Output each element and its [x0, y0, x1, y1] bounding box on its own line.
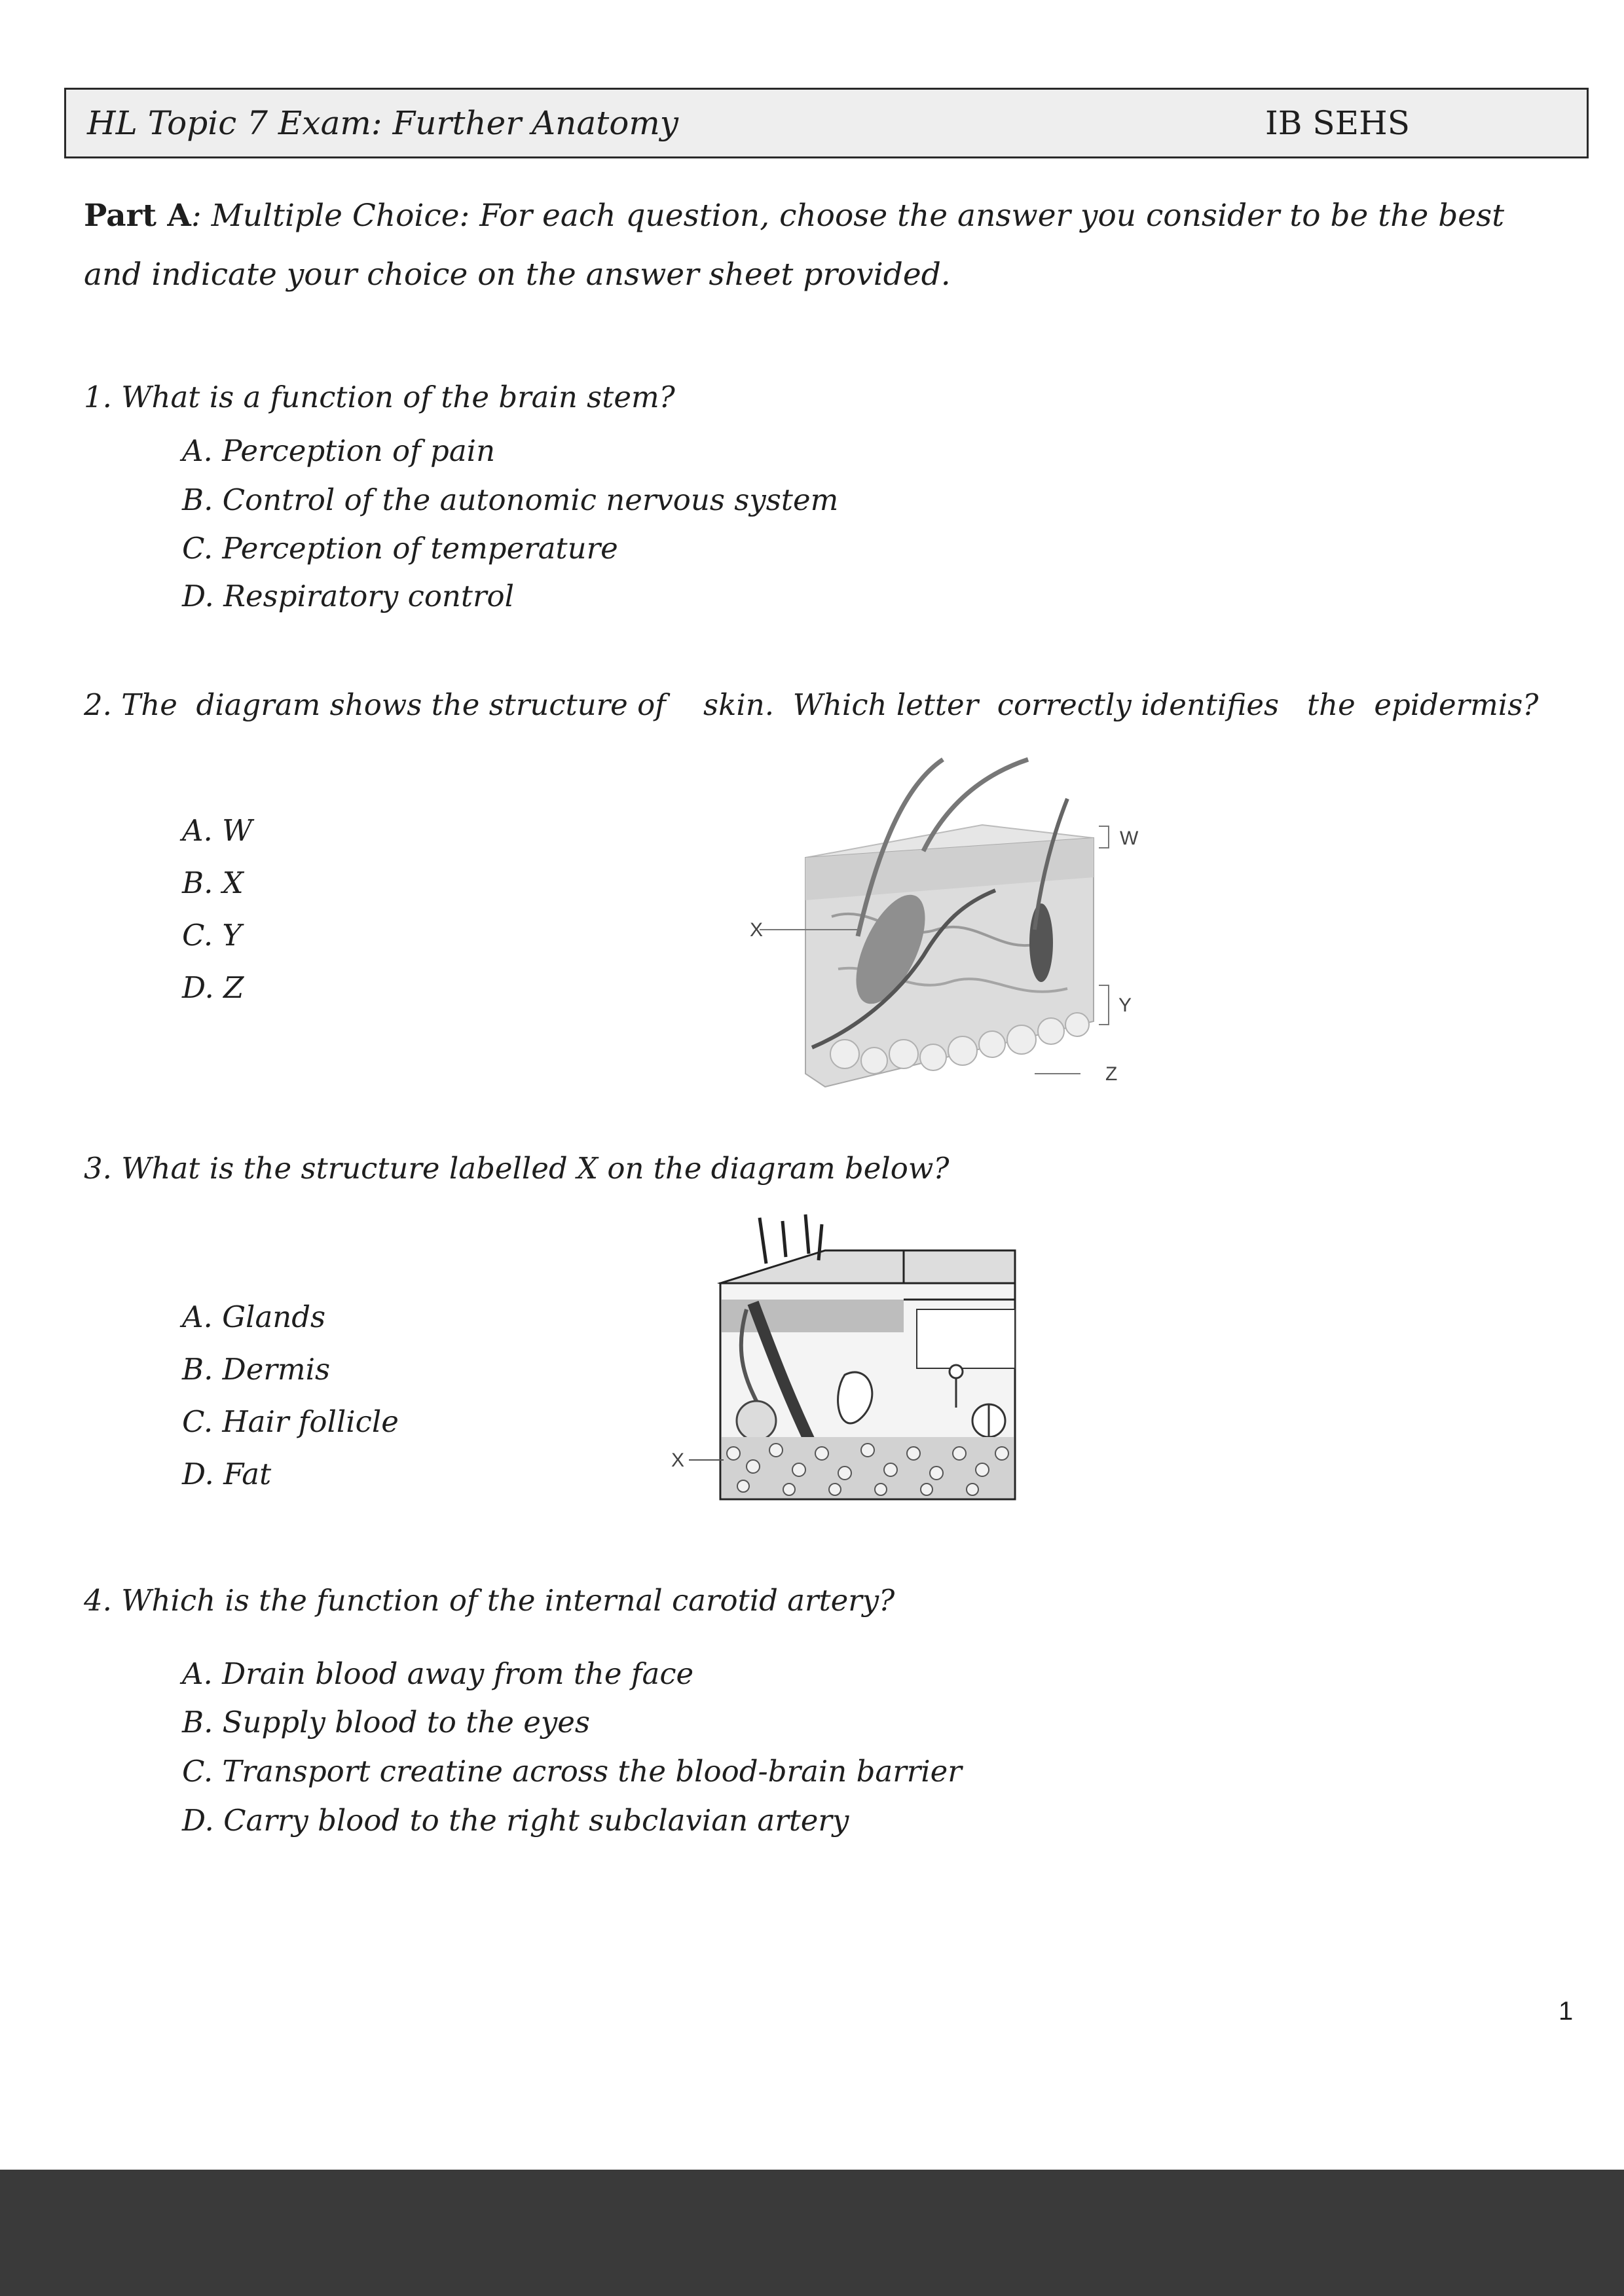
question-3-stem: 3. What is the structure labelled X on the diagram below? [84, 1151, 950, 1186]
question-2-option-b: B. X [182, 866, 244, 900]
question-2-option-c: C. Y [182, 918, 242, 953]
question-4-option-a: A. Drain blood away from the face [182, 1656, 694, 1691]
diagram-1-label-w: W [1120, 828, 1139, 849]
skin-diagram-2 [661, 1211, 1028, 1506]
question-2-stem: 2. The diagram shows the structure of skin. Which letter correctly identifies the epidermis? [84, 687, 1539, 722]
question-3-option-c: C. Hair follicle [182, 1404, 399, 1439]
diagram-2-label-x: X [671, 1449, 685, 1471]
diagram-1-label-y: Y [1118, 994, 1132, 1016]
exam-header [64, 88, 1589, 158]
exam-title: HL Topic 7 Exam: Further Anatomy [87, 104, 678, 142]
question-1-option-c: C. Perception of temperature [182, 531, 618, 566]
question-1-option-b: B. Control of the autonomic nervous system [182, 483, 839, 517]
question-3-option-a: A. Glands [182, 1300, 326, 1334]
question-3-option-d: D. Fat [182, 1457, 272, 1491]
part-label: Part A [84, 198, 191, 234]
instructions-text: : Multiple Choice: For each question, choose the answer you consider to be the best and indicate your choice on the answer sheet provided. [84, 198, 1505, 293]
question-1-stem: 1. What is a function of the brain stem? [84, 380, 675, 414]
question-4-option-c: C. Transport creatine across the blood-brain barrier [182, 1754, 962, 1789]
page-number: 1 [1559, 1997, 1574, 2026]
question-3-option-b: B. Dermis [182, 1352, 331, 1387]
question-2-option-a: A. W [182, 813, 253, 848]
question-1-option-a: A. Perception of pain [182, 433, 496, 468]
question-4-stem: 4. Which is the function of the internal carotid artery? [84, 1583, 895, 1618]
question-2-option-d: D. Z [182, 970, 244, 1005]
question-1-option-d: D. Respiratory control [182, 579, 514, 613]
skin-diagram-1 [727, 746, 1159, 1100]
diagram-1-label-z: Z [1105, 1063, 1118, 1085]
question-4-option-d: D. Carry blood to the right subclavian artery [182, 1803, 849, 1838]
question-4-option-b: B. Supply blood to the eyes [182, 1705, 590, 1740]
course-name: IB SEHS [1265, 104, 1410, 142]
instructions [84, 187, 1564, 304]
scan-footer-band [0, 2170, 1624, 2296]
diagram-1-label-x: X [750, 919, 764, 941]
